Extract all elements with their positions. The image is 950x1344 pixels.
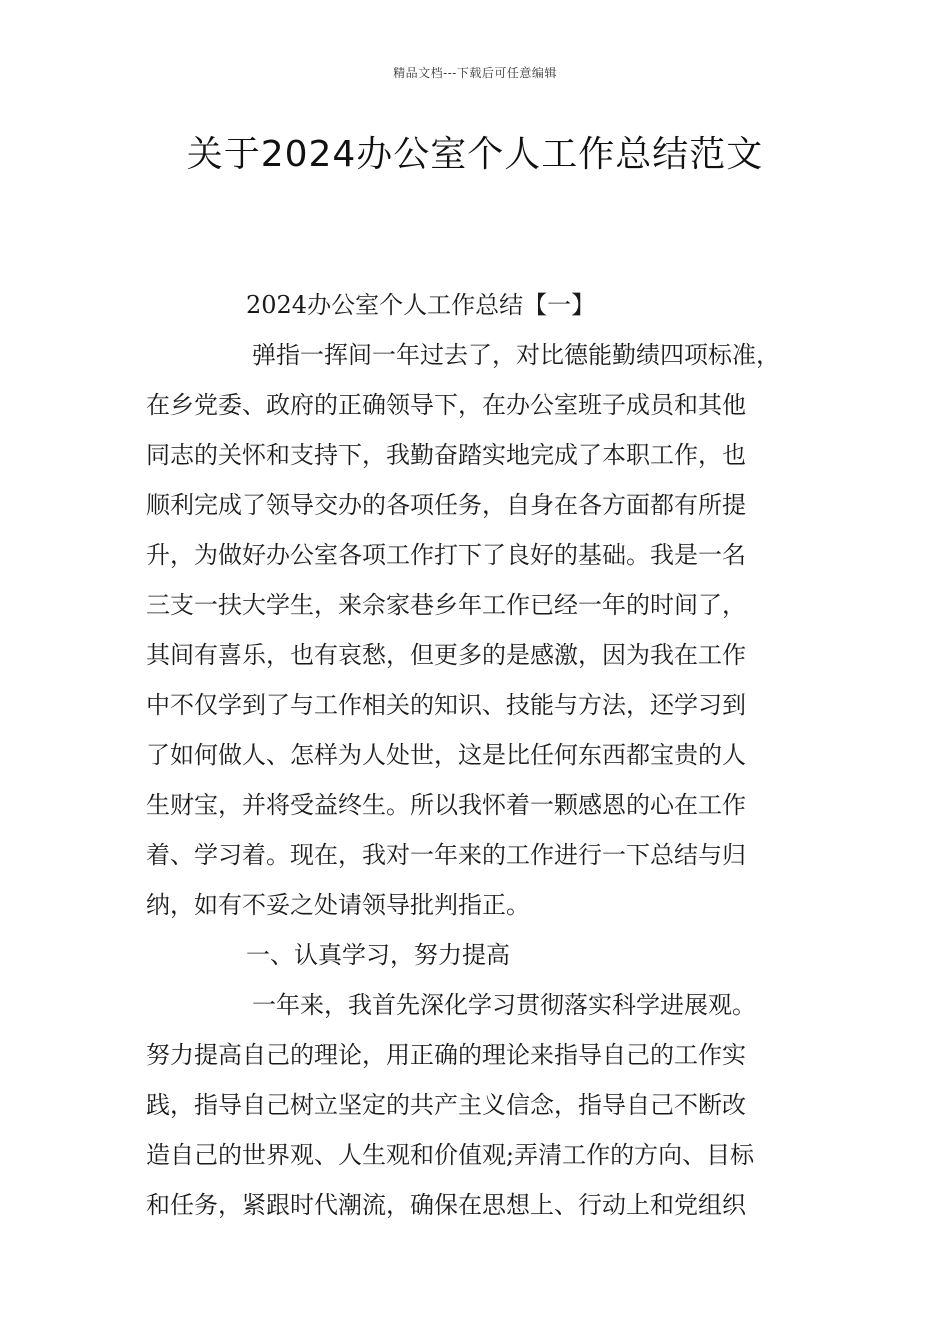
paragraph-line: 其间有喜乐，也有哀愁，但更多的是感激，因为我在工作 (146, 641, 746, 669)
paragraph-line: 努力提高自己的理论，用正确的理论来指导自己的工作实 (146, 1041, 746, 1069)
paragraph-line: 三支一扶大学生，来佘家巷乡年工作已经一年的时间了， (146, 591, 746, 619)
paragraph-line: 造自己的世界观、人生观和价值观;弄清工作的方向、目标 (146, 1141, 755, 1169)
paragraph-line: 和任务，紧跟时代潮流，确保在思想上、行动上和党组织 (146, 1191, 746, 1219)
paragraph-line: 生财宝，并将受益终生。所以我怀着一颗感恩的心在工作 (146, 791, 746, 819)
paragraph-line: 践，指导自己树立坚定的共产主义信念，指导自己不断改 (146, 1091, 746, 1119)
page-title: 关于2024办公室个人工作总结范文 (186, 134, 764, 175)
body-text (146, 280, 816, 1230)
section-heading: 一、认真学习，努力提高 (246, 941, 510, 969)
header-note: 精品文档---下载后可任意编辑 (393, 66, 557, 80)
paragraph-line: 了如何做人、怎样为人处世，这是比任何东西都宝贵的人 (146, 741, 746, 769)
paragraph-line: 同志的关怀和支持下，我勤奋踏实地完成了本职工作，也 (146, 441, 746, 469)
paragraph-line: 中不仅学到了与工作相关的知识、技能与方法，还学习到 (146, 691, 746, 719)
paragraph-line: 升，为做好办公室各项工作打下了良好的基础。我是一名 (146, 541, 746, 569)
paragraph-line: 顺利完成了领导交办的各项任务，自身在各方面都有所提 (146, 491, 746, 519)
paragraph-line: 在乡党委、政府的正确领导下，在办公室班子成员和其他 (146, 391, 746, 419)
paragraph-line: 弹指一挥间一年过去了，对比德能勤绩四项标准， (252, 341, 780, 369)
section-heading: 2024办公室个人工作总结【一】 (246, 291, 596, 319)
paragraph-line: 一年来，我首先深化学习贯彻落实科学进展观。 (252, 991, 756, 1019)
paragraph-line: 着、学习着。现在，我对一年来的工作进行一下总结与归 (146, 841, 746, 869)
paragraph-line: 纳，如有不妥之处请领导批判指正。 (146, 891, 530, 919)
